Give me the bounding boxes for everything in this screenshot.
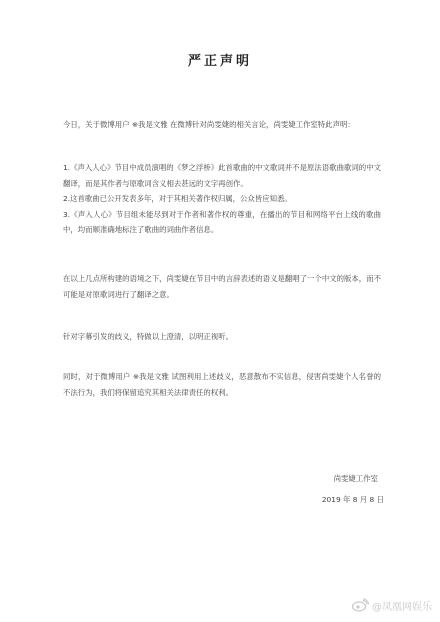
watermark: [351, 596, 432, 614]
weibo-icon: [351, 598, 369, 612]
signature-organization: 尚雯婕工作室: [333, 474, 378, 483]
statement-point-2: 2.这首歌曲已公开发表多年，对于其相关著作权归属，公众皆应知悉。: [63, 194, 292, 203]
context-paragraph: 在以上几点所构建的语境之下，尚雯婕在节目中的言辞表述的语义是翻唱了一个中文的版本，而不可能是对原歌词进行了翻译之意。: [63, 274, 381, 299]
signature-date: 2019 年 8 月 8 日: [321, 495, 384, 504]
clarification-paragraph: 针对字幕引发的歧义，特做以上澄清，以明正视听。: [63, 332, 233, 341]
statement-title: 严正声明: [187, 54, 252, 69]
statement-point-3: 3.《声入人心》节目组未能尽到对于作者和著作权的尊重，在播出的节目和网络平台上线的歌曲中，均而顺准确地标注了歌曲的词曲作者信息。: [63, 209, 381, 234]
statement-points: [63, 160, 381, 238]
watermark-text: @凤凰网娱乐: [372, 601, 432, 613]
statement-point-1: 1.《声入人心》节目中成员演唱的《梦之浮桥》此首歌曲的中文歌词并不是原法语歌曲歌词的中文翻译，而是其作者与原歌词含义相去甚远的文字再创作。: [63, 163, 381, 188]
intro-paragraph: 今日，关于微博用户 ※我是文雅 在微博针对尚雯婕的相关言论，尚雯婕工作室特此声明：: [63, 120, 355, 129]
legal-paragraph: 同时，对于微博用户 ※我是文雅 试图利用上述歧义，恶意散布不实信息，侵害尚雯婕个人名誉的不法行为，我们将保留追究其相关法律责任的权利。: [63, 372, 381, 397]
